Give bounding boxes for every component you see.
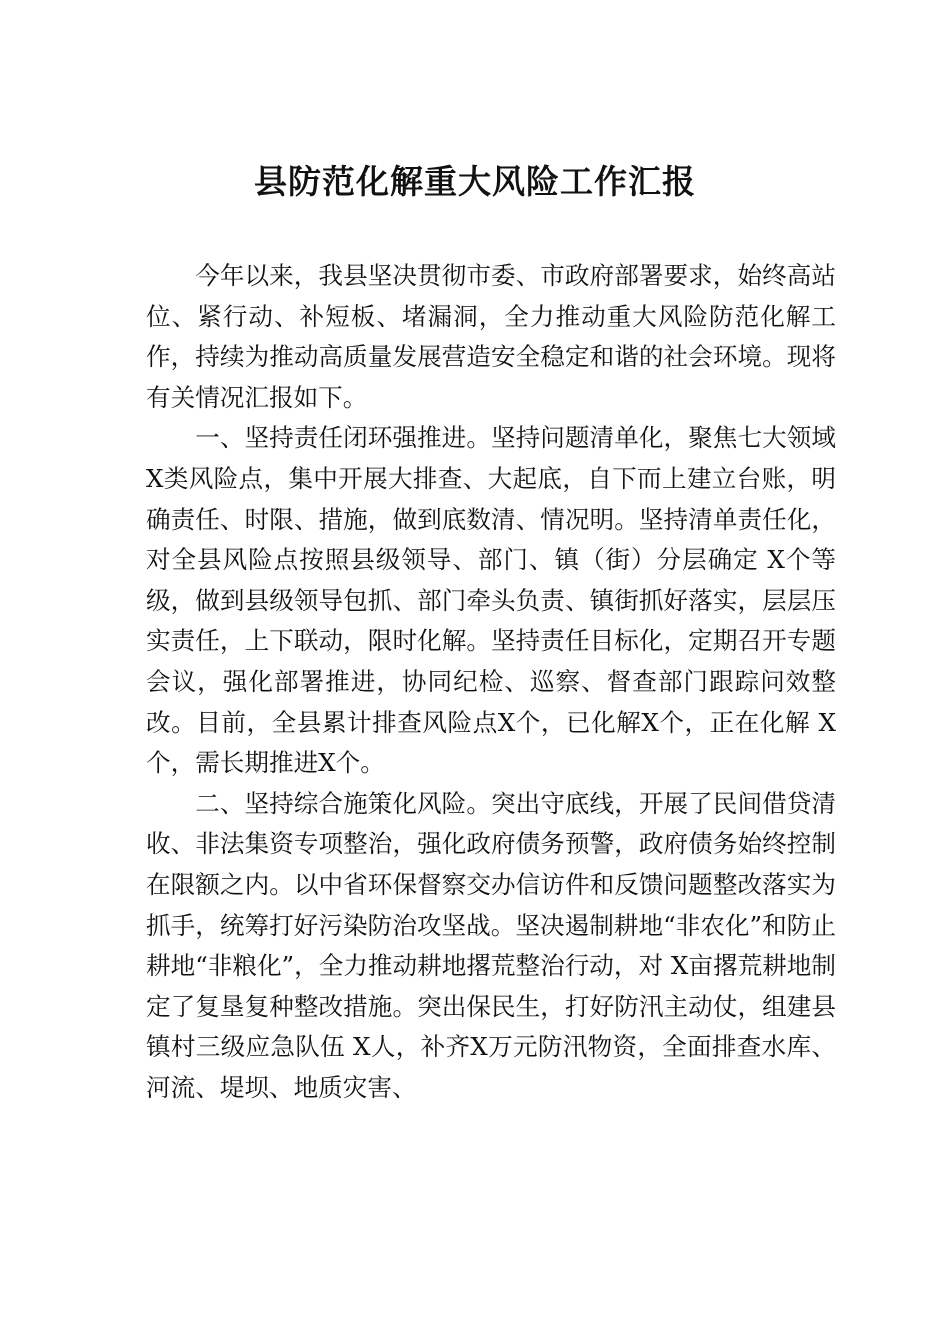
paragraph-section-one: 一、坚持责任闭环强推进。坚持问题清单化，聚焦七大领域 X类风险点，集中开展大排查、大起底，自下而上建立台账，明确责任、时限、措施，做到底数清、情况明。坚持清单责任化，对全县风险点按照县级领导、部门、镇（街）分层确定 X个等级，做到县级领导包抓、部门牵头负责、镇街抓好落实，层层压实责任，上下联动，限时化解。坚持责任目标化，定期召开专题会议，强化部署推进，协同纪检、巡察、督查部门跟踪问效整改。目前，全县累计排查风险点X个，已化解X个，正在化解 X个，需长期推进X个。: [146, 423, 836, 778]
document-title: 县防范化解重大风险工作汇报: [254, 162, 696, 201]
paragraph-intro: 今年以来，我县坚决贯彻市委、市政府部署要求，始终高站位、紧行动、补短板、堵漏洞，全力推动重大风险防范化解工作，持续为推动高质量发展营造安全稳定和谐的社会环境。现将有关情况汇报如下。: [146, 261, 836, 412]
document-body: [146, 256, 836, 1108]
paragraph-section-two: 二、坚持综合施策化风险。突出守底线，开展了民间借贷清收、非法集资专项整治，强化政府债务预警，政府债务始终控制在限额之内。以中省环保督察交办信访件和反馈问题整改落实为抓手，统筹打好污染防治攻坚战。坚决遏制耕地“非农化”和防止耕地“非粮化”，全力推动耕地撂荒整治行动，对 X亩撂荒耕地制定了复垦复种整改措施。突出保民生，打好防汛主动仗，组建县镇村三级应急队伍 X人，补齐X万元防汛物资，全面排查水库、河流、堤坝、地质灾害、: [146, 788, 836, 1102]
